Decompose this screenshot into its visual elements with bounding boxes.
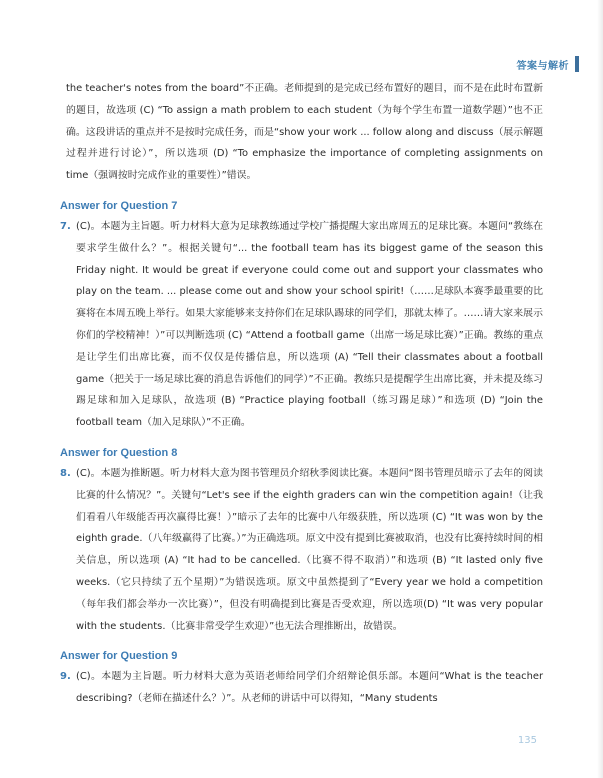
intro-paragraph: the teacher's notes from the board”不正确。老师提到的是完成已经布置好的题目，而不是在此时布置新的题目，故选项 (C) “To assign a math problem to each student（为每个学生布置一道数学题）”也不正确。这段讲话的重点并不是按时完成任务，而是“show your work ... follow along and discuss（展示解题过程并进行讨论）”，所以选项 (D) “To emphasize the importance of completing assignments on time（强调按时完成作业的重要性）”错误。 [66, 83, 543, 182]
question-number: 7. [60, 220, 71, 232]
section-title: 答案与解析 [516, 60, 569, 72]
answer-block-7 [60, 200, 543, 434]
answer-item [60, 216, 543, 434]
answer-text: (C)。本题为主旨题。听力材料大意为足球教练通过学校广播提醒大家出席周五的足球比赛。本题问“教练在要求学生做什么？”。根据关键句“... the football team has its biggest game of the season this Friday night. It would be great if everyone could come out and support your classmates who play on the team. ... please come out and show your school spirit!（……足球队本赛季最重要的比赛将在本周五晚上举行。如果大家能够来支持你们在足球队踢球的同学们，那就太棒了。……请大家来展示你们的学校精神！）”可以判断选项 (C) “Attend a football game（出席一场足球比赛）”正确。教练的重点是让学生们出席比赛，而不仅仅是传播信息，所以选项 (A) “Tell their classmates about a football game（把关于一场足球比赛的消息告诉他们的同学）”不正确。教练只是提醒学生出席比赛，并未提及练习踢足球和加入足球队，故选项 (B) “Practice playing football（练习踢足球）”和选项 (D) “Join the football team（加入足球队）”不正确。 [76, 220, 543, 429]
answer-block-9 [60, 650, 543, 710]
question-number: 9. [60, 671, 71, 683]
answer-item [60, 463, 543, 637]
page-content [60, 78, 543, 710]
page-number: 135 [517, 735, 537, 746]
section-header [517, 56, 580, 72]
answer-heading: Answer for Question 7 [60, 199, 178, 212]
question-number: 8. [60, 467, 71, 479]
answer-text: (C)。本题为推断题。听力材料大意为图书管理员介绍秋季阅读比赛。本题问“图书管理员暗示了去年的阅读比赛的什么情况？”。关键句“Let's see if the eighth graders can win the competition again!（让我们看看八年级能否再次赢得比赛！）”暗示了去年的比赛中八年级获胜，所以选项 (C) “It was won by the eighth grade.（八年级赢得了比赛。）”为正确选项。原文中没有提到比赛被取消，也没有比赛持续时间的相关信息，所以选项 (A) “It had to be cancelled.（比赛不得不取消）”和选项 (B) “It lasted only five weeks.（它只持续了五个星期）”为错误选项。原文中虽然提到了“Every year we hold a competition（每年我们都会举办一次比赛）”，但没有明确提到比赛是否受欢迎，所以选项(D) “It was very popular with the students.（比赛非常受学生欢迎）”也无法合理推断出，故错误。 [76, 467, 543, 632]
answer-heading: Answer for Question 9 [60, 650, 178, 663]
answer-item [60, 666, 543, 710]
answer-heading: Answer for Question 8 [60, 446, 178, 459]
page-edge-shadow [597, 0, 603, 778]
answer-text: (C)。本题为主旨题。听力材料大意为英语老师给同学们介绍辩论俱乐部。本题问“What is the teacher describing?（老师在描述什么？）”。从老师的讲话中可以得知，“Many students [76, 671, 543, 705]
section-marker-bar [575, 56, 579, 72]
answer-block-8 [60, 447, 543, 637]
